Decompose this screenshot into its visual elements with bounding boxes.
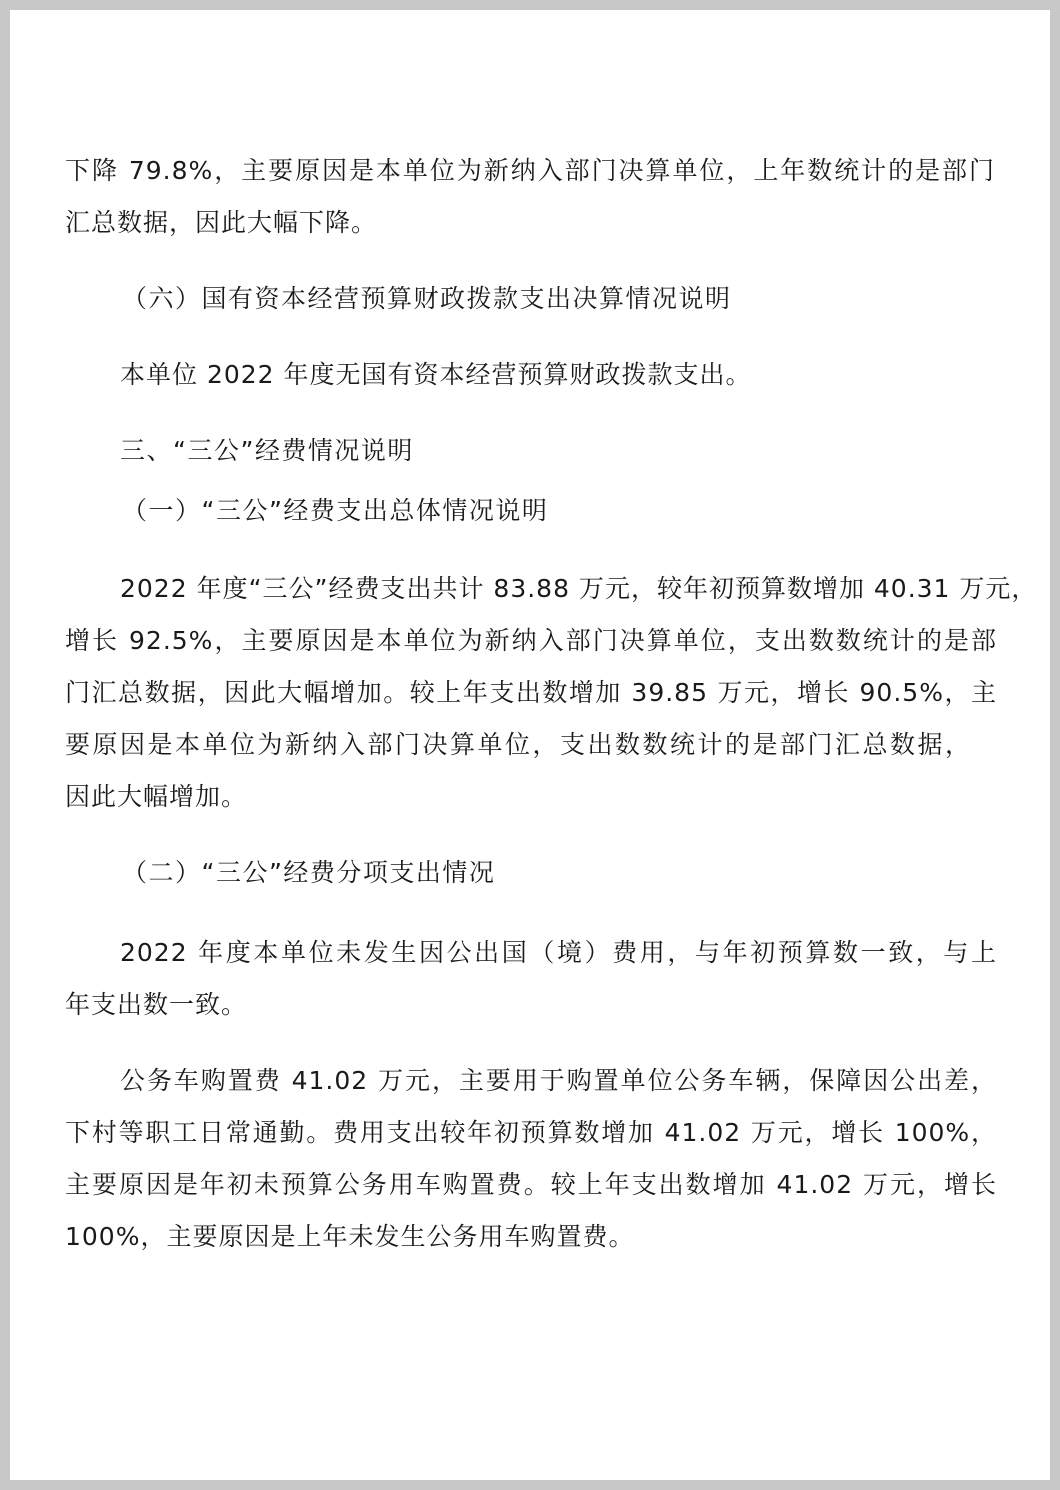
document-page — [10, 10, 1050, 1480]
paragraph-line: 年支出数一致。 — [65, 990, 248, 1019]
paragraph-line: 下降 79.8%，主要原因是本单位为新纳入部门决算单位，上年数统计的是部门 — [65, 156, 995, 185]
paragraph-line: 增长 92.5%，主要原因是本单位为新纳入部门决算单位，支出数数统计的是部 — [65, 626, 997, 655]
paragraph-line: 下村等职工日常通勤。费用支出较年初预算数增加 41.02 万元，增长 100%， — [65, 1118, 997, 1147]
paragraph-line: 本单位 2022 年度无国有资本经营预算财政拨款支出。 — [120, 360, 752, 389]
paragraph-line: 因此大幅增加。 — [65, 782, 248, 811]
paragraph-line: 2022 年度“三公”经费支出共计 83.88 万元，较年初预算数增加 40.31 万元， — [120, 574, 1038, 603]
paragraph-line: 门汇总数据，因此大幅增加。较上年支出数增加 39.85 万元，增长 90.5%，主 — [65, 678, 997, 707]
paragraph-line: 100%，主要原因是上年未发生公务用车购置费。 — [65, 1222, 635, 1251]
section-heading: 三、“三公”经费情况说明 — [120, 436, 414, 465]
paragraph-line: 主要原因是年初未预算公务用车购置费。较上年支出数增加 41.02 万元，增长 — [65, 1170, 997, 1199]
subsection-heading: （二）“三公”经费分项支出情况 — [122, 858, 496, 887]
section-heading: （六）国有资本经营预算财政拨款支出决算情况说明 — [122, 284, 732, 313]
paragraph-line: 2022 年度本单位未发生因公出国（境）费用，与年初预算数一致，与上 — [120, 938, 997, 967]
paragraph-line: 公务车购置费 41.02 万元，主要用于购置单位公务车辆，保障因公出差， — [120, 1066, 997, 1095]
paragraph-line: 汇总数据，因此大幅下降。 — [65, 208, 378, 237]
subsection-heading: （一）“三公”经费支出总体情况说明 — [122, 496, 549, 525]
paragraph-line: 要原因是本单位为新纳入部门决算单位，支出数数统计的是部门汇总数据， — [65, 730, 971, 759]
